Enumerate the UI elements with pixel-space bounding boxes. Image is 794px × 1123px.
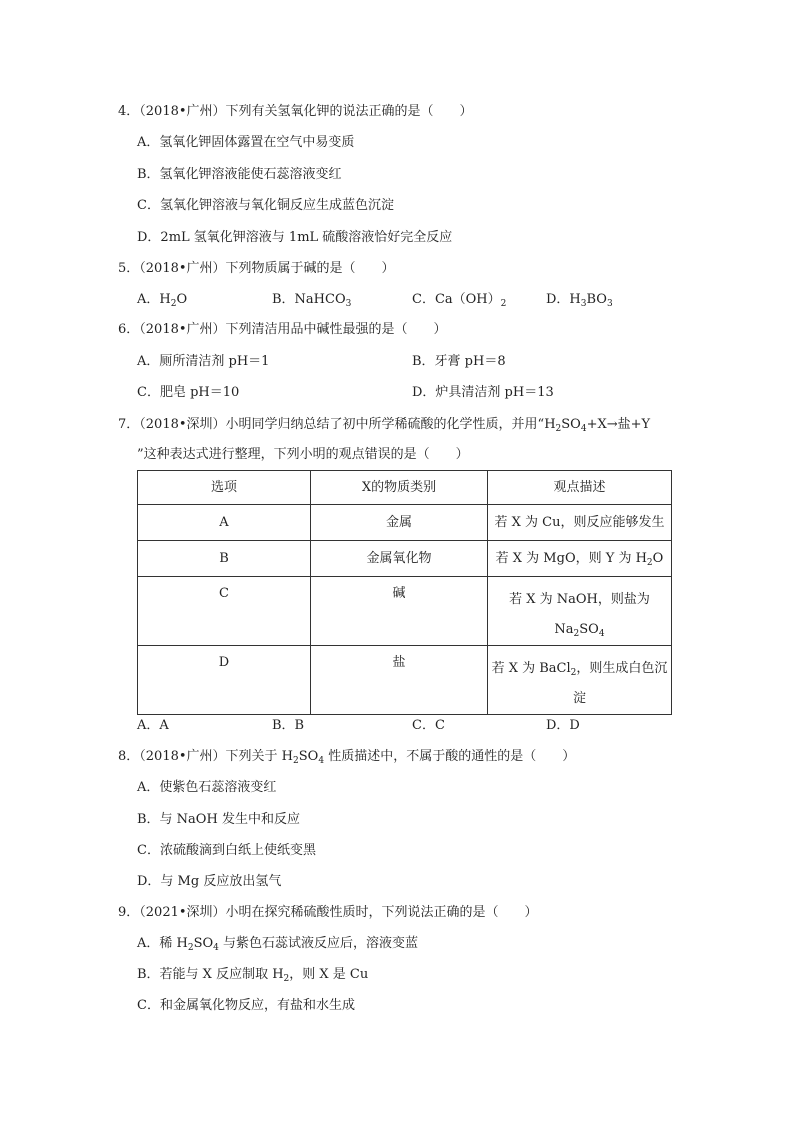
question-8-stem: 8．（2018•广州）下列关于 $H_2SO_4$ 性质描述中，不属于酸的通性的是（ ）	[118, 749, 576, 766]
table-cell: B	[138, 541, 311, 577]
question-7-stem-line2: ”这种表达式进行整理，下列小明的观点错误的是（ ）	[137, 447, 469, 462]
table-cell: D	[138, 646, 311, 715]
q6-option-c: C．肥皂 pH＝10	[137, 385, 240, 400]
table-row	[138, 577, 672, 646]
table-cell: 若 X 为 BaCl$_2$，则生成白色沉 淀	[488, 646, 672, 715]
question-text: 下列清洁用品中碱性最强的是（ ）	[225, 322, 447, 337]
question-source: （2018•广州）	[139, 261, 226, 276]
table-row	[138, 505, 672, 541]
question-number: 9．	[118, 905, 140, 920]
question-source: （2021•深圳）	[139, 905, 226, 920]
table-cell: 若 X 为 MgO，则 Y 为 $H_2O$	[488, 541, 672, 577]
q8-option-d: D．与 Mg 反应放出氢气	[137, 874, 282, 889]
table-cell: 金属氧化物	[311, 541, 488, 577]
table-cell: 碱	[311, 577, 488, 646]
question-source: （2018•广州）	[139, 322, 226, 337]
q5-option-b: B．NaHCO$_3$	[272, 292, 352, 309]
q6-option-b: B．牙膏 pH＝8	[412, 354, 506, 369]
question-7-stem: 7．（2018•深圳）小明同学归纳总结了初中所学稀硫酸的化学性质，并用“$H_2SO_4+X\to$盐+Y	[118, 417, 651, 434]
q7-table	[137, 470, 672, 715]
question-source: （2018•广州）	[139, 104, 226, 119]
table-cell: 金属	[311, 505, 488, 541]
table-header-cell: 选项	[138, 471, 311, 505]
q4-option-d: D．2mL 氢氧化钾溶液与 1mL 硫酸溶液恰好完全反应	[137, 230, 453, 245]
question-4-stem	[118, 103, 473, 121]
table-cell: 若 X 为 Cu，则反应能够发生	[488, 505, 672, 541]
q5-option-c: C．$Ca(OH)_2$	[412, 292, 507, 309]
table-header-cell: X的物质类别	[311, 471, 488, 505]
q8-option-c: C．浓硫酸滴到白纸上使纸变黑	[137, 843, 316, 858]
q7-option-b: B．B	[272, 718, 305, 733]
question-number: 6．	[118, 322, 140, 337]
q7-option-d: D．D	[546, 718, 580, 733]
question-6-stem	[118, 321, 447, 339]
question-number: 5．	[118, 261, 140, 276]
q4-option-b: B．氢氧化钾溶液能使石蕊溶液变红	[137, 167, 342, 182]
table-header-cell: 观点描述	[488, 471, 672, 505]
table-cell: C	[138, 577, 311, 646]
table-cell: A	[138, 505, 311, 541]
question-5-stem	[118, 260, 395, 278]
question-9-stem	[118, 904, 538, 922]
q8-option-b: B．与 NaOH 发生中和反应	[137, 812, 300, 827]
table-row	[138, 541, 672, 577]
question-text: 小明在探究稀硫酸性质时，下列说法正确的是（ ）	[225, 905, 538, 920]
q9-option-a: A．稀 $H_2SO_4$ 与紫色石蕊试液反应后，溶液变蓝	[137, 936, 419, 953]
question-text: 下列有关氢氧化钾的说法正确的是（ ）	[225, 104, 473, 119]
table-cell: 盐	[311, 646, 488, 715]
q6-option-d: D．炉具清洁剂 pH＝13	[412, 385, 554, 400]
question-number: 7．	[118, 417, 140, 432]
question-source: （2018•广州）	[139, 749, 226, 764]
question-number: 8．	[118, 749, 140, 764]
q6-option-a: A．厕所清洁剂 pH＝1	[137, 354, 270, 369]
q9-option-b: B．若能与 X 反应制取 $H_2$，则 X 是 Cu	[137, 967, 369, 984]
q4-option-a: A．氢氧化钾固体露置在空气中易变质	[137, 135, 355, 150]
q8-option-a: A．使紫色石蕊溶液变红	[137, 780, 277, 795]
q7-option-c: C．C	[412, 718, 445, 733]
question-text: 下列物质属于碱的是（ ）	[225, 261, 395, 276]
table-row	[138, 646, 672, 715]
question-source: （2018•深圳）	[139, 417, 226, 432]
q4-option-c: C．氢氧化钾溶液与氧化铜反应生成蓝色沉淀	[137, 198, 394, 213]
q5-option-a: A．$H_2O$	[137, 292, 188, 309]
q9-option-c: C．和金属氧化物反应，有盐和水生成	[137, 998, 355, 1013]
table-header-row	[138, 471, 672, 505]
question-number: 4．	[118, 104, 140, 119]
table-cell: 若 X 为 NaOH，则盐为 $Na_2SO_4$	[488, 577, 672, 646]
q7-option-a: A．A	[137, 718, 169, 733]
q5-option-d: D．$H_3BO_3$	[546, 292, 613, 309]
